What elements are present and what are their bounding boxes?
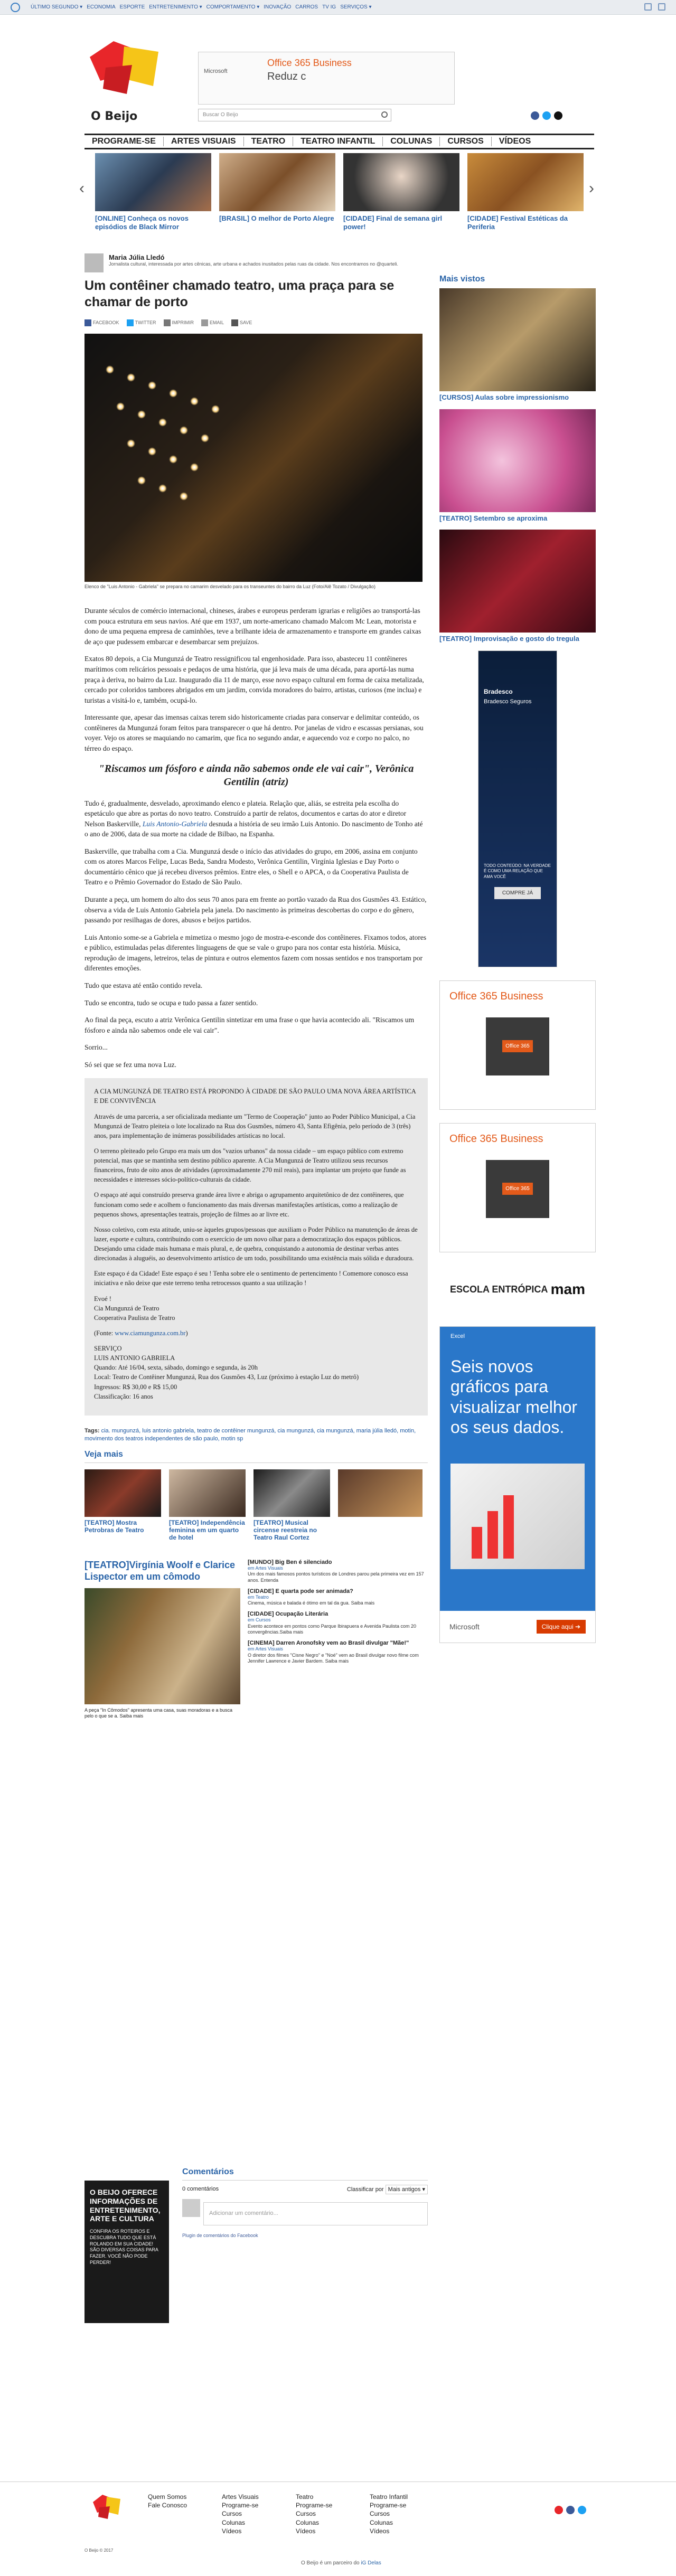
related-list — [248, 1559, 427, 1720]
article — [84, 253, 428, 1720]
ad-tag: Office 365 — [502, 1040, 532, 1052]
portal-nav-item[interactable]: ENTRETENIMENTO ▾ — [149, 4, 202, 10]
twitter-icon[interactable] — [578, 2506, 586, 2514]
copyright: O Beijo © 2017 — [84, 2548, 114, 2553]
carousel-prev-icon[interactable]: ‹ — [79, 180, 84, 197]
paragraph: Só sei que se fez uma nova Luz. — [84, 1060, 176, 1069]
sort-label: Classificar por — [346, 2186, 384, 2193]
footer-link[interactable]: Fale Conosco — [148, 2502, 187, 2509]
nav-item[interactable]: ARTES VISUAIS — [164, 137, 244, 146]
share-bar — [84, 319, 428, 326]
service-line: Local: Teatro de Contêiner Mungunzá, Rua dos Gusmões 43, Luz (próximo à estação Luz do metrô) — [94, 1373, 359, 1381]
office-ad[interactable] — [439, 980, 596, 1110]
share-twitter-button[interactable] — [127, 319, 156, 326]
carousel-caption[interactable]: [CIDADE] Final de semana girl power! — [343, 214, 443, 231]
footer — [0, 2481, 676, 2576]
ad-right: mam — [550, 1280, 585, 1297]
portal-nav-item[interactable]: TV IG — [322, 4, 336, 10]
paragraph: Interessante que, apesar das imensas caixas terem sido historicamente criadas para conservar e delimitar conteúdo, os contêineres da Mungunzá foram feitos para transparecer o que há dentro. Por janelas de vidro e escassas persianas, sou voyer. Vejo os atores se maquiando no camarim, que fica no segundo andar, e aquecendo voz e corpo no palco, no térreo do espaço. — [84, 713, 424, 752]
ad-left: ESCOLA ENTRÓPICA — [450, 1284, 548, 1295]
paragraph: Exatos 80 depois, a Cia Mungunzá de Teatro ressignificou tal engenhosidade. Para isso, abasteceu 11 contêineres marítimos com relicários pessoais e pedaços de uma história, que já leva mais de uma década, para aportá-las numa praça à deriva, no bairro da Luz. Inaugurado dia 11 de março, esse novo espaço cultural em forma de caixa metalizada, cercado por coloridos tambores abrigados em um jardim, convida moradores do bairro, artistas, curiosos (me inclua) e turistas a visitá-lo e, também, ocupá-lo. — [84, 655, 424, 704]
footer-link[interactable]: Cursos — [222, 2510, 242, 2518]
footer-logo-icon[interactable] — [91, 2493, 123, 2522]
nav-item[interactable]: TEATRO — [244, 137, 294, 146]
site-name[interactable]: O Beijo — [91, 110, 138, 123]
most-viewed-image — [439, 530, 596, 633]
portal-nav-item[interactable]: ESPORTE — [119, 4, 145, 10]
list-item-title[interactable]: [CINEMA] Darren Aronofsky vem ao Brasil divulgar "Mãe!" — [248, 1640, 409, 1647]
youtube-icon[interactable] — [555, 2506, 563, 2514]
ad-line: Reduz c — [267, 71, 306, 82]
ad-bank: Bradesco — [484, 687, 513, 695]
related-image — [253, 1469, 330, 1517]
box-paragraph: Através de uma parceria, a ser oficializada mediante um "Termo de Cooperação" junto ao Poder Público Municipal, a Cia Mungunzá de Teatro pleiteia o lote localizado na Rua dos Gusmões, número 43, Santa Efigênia, pelo período de 3 (três) anos, para implementação de inúmeras possibilidades artísticas no local. — [94, 1112, 416, 1139]
ad-tag: Office 365 — [502, 1183, 532, 1195]
partner-text: O Beijo é um parceiro do — [301, 2560, 361, 2566]
sidebar — [439, 275, 596, 1656]
related-item[interactable] — [169, 1469, 246, 1542]
footer-link[interactable]: Colunas — [370, 2518, 393, 2526]
carousel-next-icon[interactable]: › — [589, 180, 594, 197]
facebook-icon[interactable] — [566, 2506, 575, 2514]
facebook-icon[interactable] — [531, 111, 539, 120]
service-line: LUIS ANTONIO GABRIELA — [94, 1354, 175, 1362]
ad-cta-button[interactable]: COMPRE JÁ — [494, 887, 541, 899]
nav-item[interactable]: COLUNAS — [383, 137, 440, 146]
paragraph: Luis Antonio some-se a Gabriela e mimetiza o mesmo jogo de mostra-e-esconde dos contêineres. Fixamos todos, atores e público, estimuladas pelas diferentes linguagens de que se vale o grupo para nos contar esta história. Música, reprodução de imagens, letreiros, telas de pintura e outros elementos fazem com nossas sentidos e nos transportam por diferentes emoções. — [84, 933, 427, 973]
paragraph: Baskerville, que trabalha com a Cia. Mungunzá desde o início das atividades do grupo, em 2006, assina em conjunto com os atores Marcos Felipe, Lucas Beda, Sandra Modesto, Verônica Gentilin, Virgínia Iglesias e Day Porto o documentário cênico que já recebeu diversos prêmios. Entre eles, o Shell e o APCA, o da Cooperativa Paulista de Teatro e o Prêmio Governador do Estado de São Paulo. — [84, 847, 418, 886]
service-info — [94, 1344, 418, 1401]
newsletter-title: O BEIJO OFERECE INFORMAÇÕES DE ENTRETENIMENTO, ARTE E CULTURA — [90, 2188, 161, 2223]
footer-link[interactable]: Colunas — [296, 2518, 320, 2526]
carousel-image — [343, 153, 459, 211]
service-line: Quando: Até 16/04, sexta, sábado, domingo e segunda, às 20h — [94, 1364, 258, 1372]
featured-related-desc: A peça "In Cômodos" apresenta uma casa, suas moradoras e a busca pelo o que se a. Saiba mais — [84, 1707, 233, 1719]
author-bio: Jornalista cultural, interessada por artes cênicas, arte urbana e achados inusitados pelas ruas da cidade. Nos encontramos no @quarteli. — [109, 261, 398, 267]
footer-link[interactable]: Cursos — [296, 2510, 316, 2518]
ad-brand: Microsoft — [449, 1622, 480, 1631]
carousel-caption[interactable]: [CIDADE] Festival Estéticas da Periferia — [467, 214, 568, 231]
email-icon — [201, 319, 208, 326]
list-item-title[interactable]: [CIDADE] E quarta pode ser animada? — [248, 1588, 353, 1594]
veja-mais-title: Veja mais — [84, 1450, 428, 1463]
share-icon[interactable] — [658, 3, 665, 11]
footer-link[interactable]: Colunas — [222, 2518, 246, 2526]
portal-nav-item[interactable]: INOVAÇÃO — [264, 4, 292, 10]
author-box — [84, 253, 428, 272]
box-paragraph: Nosso coletivo, com esta atitude, uniu-se àqueles grupos/pessoas que auxiliam o Poder Público na manutenção de áreas de lazer, esporte e cultura, contribuindo com o exercício de um novo olhar para a democratização dos espaços públicos. Desejando uma cidade mais humana e mais plural, e, de quebra, conquistando a autonomia de destinar verbas antes direcionadas à aluguéis, ao desenvolvimento artístico de um todo, possibilitando uma existência mais sólida e duradoura. — [94, 1225, 418, 1262]
related-caption[interactable]: [TEATRO] Musical circense reestreia no Teatro Raul Cortez — [253, 1518, 317, 1542]
nav-item[interactable]: CURSOS — [440, 137, 491, 146]
comments-title: Comentários — [182, 2167, 428, 2181]
service-line: Classificação: 16 anos — [94, 1392, 153, 1400]
paragraph: Tudo se encontra, tudo se ocupa e tudo passa a fazer sentido. — [84, 998, 258, 1007]
box-paragraph: O terreno pleiteado pelo Grupo era mais um dos "vazios urbanos" da nossa cidade – um espaço público com extremo potencial, mas que se mantinha sem destino público aparente. A Cia Mungunzá de Teatro utilizou seus recursos financeiros, fruto de oito anos de atividades (aproximadamente 270 mil reais), para implantar um projeto que funde as necessidades e interesses sócio-político-culturais da cidade. — [94, 1147, 406, 1184]
search-input[interactable]: Buscar O Beijo — [198, 109, 391, 121]
portal-nav-item[interactable]: COMPORTAMENTO ▾ — [206, 4, 260, 10]
list-item[interactable] — [248, 1559, 427, 1584]
carousel-item[interactable] — [219, 153, 335, 223]
related-item[interactable] — [253, 1469, 330, 1542]
portal-nav-item[interactable]: SERVIÇOS ▾ — [340, 4, 372, 10]
carousel-image — [219, 153, 335, 211]
main-nav — [84, 134, 594, 149]
featured-related-image — [84, 1588, 240, 1704]
signature-line: Cia Mungunzá de Teatro — [94, 1304, 159, 1312]
list-item[interactable] — [248, 1588, 427, 1607]
box-paragraph: Este espaço é da Cidade! Este espaço é seu ! Tenha sobre ele o sentimento de pertencimento ! Comemore conosco essa iniciativa e não deixe que este terreno tenha retrocessos quanto a sua utilização ! — [94, 1270, 408, 1287]
source-end: ) — [185, 1329, 188, 1337]
footer-link[interactable]: Cursos — [370, 2510, 390, 2518]
share-label: SAVE — [240, 320, 252, 325]
related-item[interactable] — [338, 1469, 422, 1519]
list-item-title[interactable]: [MUNDO] Big Ben é silenciado — [248, 1559, 332, 1565]
signature-line: Evoé ! — [94, 1295, 111, 1303]
print-icon — [164, 319, 171, 326]
ad-fine-print: TODO CONTEÚDO: NA VERDADE É COMO UMA RELAÇÃO QUE AMA VOCÊ — [484, 863, 551, 879]
ig-logo-icon[interactable] — [11, 3, 20, 12]
most-viewed-caption[interactable]: [TEATRO] Improvisação e gosto do tregula — [439, 635, 579, 643]
ad-title: Office 365 Business — [267, 58, 352, 68]
related-image — [169, 1469, 246, 1517]
nav-item[interactable]: VÍDEOS — [499, 137, 531, 146]
list-item-title[interactable]: [CIDADE] Ocupação Literária — [248, 1611, 328, 1618]
paragraph-text: desnuda a história de seu irmão Luis Antonio. Do nascimento de Tonho até o ano de 2006, data de sua morte na cidade de Bilbao, na Espanha. — [84, 819, 423, 838]
list-item-desc: Evento acontece em pontos como Parque Ibirapuera e Avenida Paulista com 20 convergências.Saiba mais — [248, 1623, 417, 1635]
list-item[interactable] — [248, 1640, 427, 1665]
footer-link[interactable]: Vídeos — [222, 2527, 242, 2535]
newsletter-sub: CONFIRA OS ROTEIROS E DESCUBRA TUDO QUE ESTÁ ROLANDO EM SUA CIDADE! SÃO DIVERSAS COISAS PARA FAZER. VOCÊ NÃO PODE PERDER! — [90, 2229, 158, 2265]
top-bar — [0, 0, 676, 15]
box-signature — [94, 1294, 418, 1323]
service-line: SERVIÇO — [94, 1345, 122, 1353]
facebook-plugin-label[interactable]: Plugin de comentários do Facebook — [182, 2233, 258, 2238]
o-beijo-logo-icon[interactable] — [84, 36, 164, 99]
tags — [84, 1427, 428, 1443]
tags-label: Tags: — [84, 1427, 100, 1434]
photo-caption: Elenco de "Luis Antonio - Gabriela" se prepara no camarim desvelado para os transeuntes do bairro da Luz (Foto/Alê Tozato / Divulgação) — [84, 583, 376, 589]
search-icon[interactable] — [381, 111, 388, 118]
share-label: EMAIL — [210, 320, 224, 325]
ad-small: Excel — [450, 1333, 465, 1339]
most-viewed-caption[interactable]: [TEATRO] Setembro se aproxima — [439, 514, 548, 522]
most-viewed-image — [439, 409, 596, 512]
ad-title: Office 365 Business — [449, 1133, 543, 1145]
print-button[interactable] — [164, 319, 194, 326]
featured-carousel — [79, 153, 594, 248]
twitter-icon — [127, 319, 134, 326]
carousel-item[interactable] — [95, 153, 211, 232]
related-image — [338, 1469, 422, 1517]
footer-link[interactable]: Programe-se — [296, 2502, 333, 2509]
ad-cta-button[interactable]: Clique aqui ➔ — [537, 1620, 586, 1634]
list-item-section[interactable]: em Artes Visuais — [248, 1646, 283, 1652]
list-item-desc: O diretor dos filmes "Cisne Negro" e "Noé" vem ao Brasil divulgar novo filme com Jennifer Lawrence e Javier Bardem. Saiba mais — [248, 1652, 419, 1664]
share-label: IMPRIMIR — [172, 320, 194, 325]
paragraph: Sorrio... — [84, 1043, 108, 1052]
list-item-desc: Um dos mais famosos pontos turísticos de Londres parou pela primeira vez em 157 anos. Entenda — [248, 1571, 424, 1583]
top-banner-ad[interactable] — [198, 52, 455, 105]
most-viewed-image — [439, 288, 596, 391]
source-link[interactable]: www.ciamungunza.com.br — [115, 1329, 186, 1337]
most-viewed-caption[interactable]: [CURSOS] Aulas sobre impressionismo — [439, 393, 569, 401]
portal-nav — [31, 4, 372, 10]
most-viewed-item[interactable] — [439, 409, 596, 523]
paragraph: Durante a peça, um homem do alto dos seus 70 anos para em frente ao portão vazado da Rua dos Gusmões 43. Estático, observa a vida de Luis Antonio Gabriela pela janela. Do nascimento às primeiras descobertas do corpo e do gênero, passando por resilhagas de dores, abusos e beijos partidos. — [84, 895, 427, 924]
footer-link[interactable]: Artes Visuais — [222, 2493, 259, 2500]
list-item-section[interactable]: em Cursos — [248, 1617, 271, 1623]
related-item[interactable] — [84, 1469, 161, 1534]
share-label: TWITTER — [135, 320, 156, 325]
carousel-item[interactable] — [467, 153, 584, 232]
ad-title: Office 365 Business — [449, 990, 543, 1002]
comment-count: 0 comentários — [182, 2186, 219, 2192]
paragraph-text: Tudo é, gradualmente, desvelado, aproximando elenco e plateia. Relação que, aliás, se estreita pela escolha do espetáculo que abre as portas do novo teatro. Construído a partir de relatos, documentos e cartas do ator e diretor Nelson Baskerville, — [84, 799, 407, 828]
featured-related-title[interactable]: [TEATRO]Virgínia Woolf e Clarice Lispector em um cômodo — [84, 1559, 236, 1582]
footer-link[interactable]: Quem Somos — [148, 2493, 187, 2500]
signature-line: Cooperativa Paulista de Teatro — [94, 1314, 175, 1322]
carousel-image — [467, 153, 584, 211]
avatar[interactable] — [84, 253, 104, 272]
footer-link[interactable]: Teatro — [296, 2493, 314, 2500]
portal-nav-item[interactable]: ECONOMIA — [87, 4, 116, 10]
partner-note — [301, 2560, 381, 2566]
footer-link[interactable]: Programe-se — [222, 2502, 259, 2509]
paragraph: Tudo que estava até então contido revela. — [84, 981, 203, 989]
bradesco-ad[interactable] — [478, 650, 557, 967]
nav-item[interactable]: TEATRO INFANTIL — [293, 137, 383, 146]
ad-brand: Microsoft — [204, 68, 228, 74]
tags-list[interactable]: cia. mungunzá, luis antonio gabriela, teatro de contêiner mungunzá, cia mungunzá, cia mungunzá, maria júlia lledó, motin, movimento dos teatros independentes de são paulo, motin sp — [84, 1427, 416, 1442]
comments-section — [182, 2167, 428, 2238]
mail-icon[interactable] — [644, 3, 652, 11]
list-item-desc: Cinema, música e balada é ótimo em tal da gua. Saiba mais — [248, 1600, 375, 1606]
service-line: Ingressos: R$ 30,00 e R$ 15,00 — [94, 1383, 177, 1391]
portal-nav-item[interactable]: ÚLTIMO SEGUNDO ▾ — [31, 4, 83, 10]
instagram-icon[interactable] — [554, 111, 562, 120]
related-caption[interactable]: [TEATRO] Mostra Petrobras de Teatro — [84, 1518, 144, 1534]
featured-related[interactable] — [84, 1559, 240, 1720]
play-link[interactable]: Luis Antonio-Gabriela — [142, 819, 208, 828]
most-viewed-item[interactable] — [439, 530, 596, 643]
box-heading: A CIA MUNGUNZÁ DE TEATRO ESTÁ PROPONDO À CIDADE DE SÃO PAULO UMA NOVA ÁREA ARTÍSTICA E DE CONVIVÊNCIA — [94, 1088, 416, 1105]
article-body — [84, 606, 428, 1070]
most-viewed-item[interactable] — [439, 288, 596, 402]
carousel-caption[interactable]: [BRASIL] O melhor de Porto Alegre — [219, 214, 334, 222]
source-label: (Fonte: — [94, 1329, 115, 1337]
footer-link[interactable]: Teatro Infantil — [370, 2493, 408, 2500]
email-button[interactable] — [201, 319, 224, 326]
list-item[interactable] — [248, 1611, 427, 1636]
list-item-section[interactable]: em Artes Visuais — [248, 1565, 283, 1571]
list-item-section[interactable]: em Teatro — [248, 1594, 269, 1600]
ad-label: Bradesco Seguros — [484, 698, 532, 705]
escola-ad[interactable] — [439, 1266, 596, 1313]
article-photo — [84, 334, 422, 582]
save-button[interactable] — [231, 319, 252, 326]
carousel-caption[interactable]: [ONLINE] Conheça os novos episódios de Black Mirror — [95, 214, 189, 231]
facebook-icon — [84, 319, 91, 326]
paragraph — [84, 798, 428, 839]
footer-link[interactable]: Vídeos — [296, 2527, 316, 2535]
sidebar-title: Mais vistos — [439, 275, 485, 284]
footer-link[interactable]: Vídeos — [370, 2527, 390, 2535]
site-header — [0, 15, 676, 146]
paragraph: Ao final da peça, escuto a atriz Verônica Gentilin sintetizar em uma frase o que havia acontecido ali. "Riscamos um fósforo e ainda não sabemos onde ele vai cair". — [84, 1016, 415, 1034]
pull-quote: "Riscamos um fósforo e ainda não sabemos onde ele vai cair", Verônica Gentilin (atriz) — [98, 762, 414, 788]
paragraph: Durante séculos de comércio internacional, chineses, árabes e europeus perderam igrarias e religiões ao transportá-las com pouca estrutura em seus navios. Até que em 1937, um norte-americano chamado Malcom Mc Lean, motorista e dono de uma pequena empresa de caminhões, teve a brilhante ideia de armazenamento e transporte em grandes caixas de aço que pudessem embarcar e desembarcar sem prejuízos. — [84, 607, 421, 646]
author-name[interactable]: Maria Júlia Lledó — [109, 253, 165, 261]
carousel-item[interactable] — [343, 153, 459, 232]
sort-control — [347, 2186, 428, 2193]
box-paragraph: O espaço até aqui construído preserva grande área livre e abriga o agrupamento arquitetônico de dez contêineres, que funcionam como sede e acolhem o funcionamento das mais diversas manifestações artísticas, como a realização de pequenos shows, apresentações teatrais, projeção de filmes ao ar livre etc. — [94, 1191, 404, 1218]
partner-link[interactable]: iG Delas — [361, 2560, 381, 2566]
save-icon — [231, 319, 238, 326]
share-label: FACEBOOK — [93, 320, 119, 325]
portal-nav-item[interactable]: CARROS — [295, 4, 318, 10]
info-box — [84, 1078, 428, 1416]
twitter-icon[interactable] — [542, 111, 551, 120]
related-caption[interactable]: [TEATRO] Independência feminina em um quarto de hotel — [169, 1518, 245, 1542]
veja-mais — [84, 1450, 428, 1720]
newsletter-promo[interactable] — [84, 2181, 169, 2323]
sort-select[interactable]: Mais antigos ▾ — [386, 2185, 428, 2194]
nav-item[interactable]: PROGRAME-SE — [84, 137, 164, 146]
box-source — [94, 1328, 418, 1338]
avatar — [182, 2199, 200, 2217]
microsoft-excel-ad[interactable] — [439, 1326, 596, 1643]
office-ad[interactable] — [439, 1123, 596, 1252]
carousel-image — [95, 153, 211, 211]
ad-headline: Seis novos gráficos para visualizar melhor os seus dados. — [450, 1356, 578, 1437]
share-facebook-button[interactable] — [84, 319, 119, 326]
comment-input[interactable]: Adicionar um comentário... — [203, 2202, 428, 2225]
page-title: Um contêiner chamado teatro, uma praça para se chamar de porto — [84, 278, 395, 310]
related-image — [84, 1469, 161, 1517]
footer-link[interactable]: Programe-se — [370, 2502, 407, 2509]
